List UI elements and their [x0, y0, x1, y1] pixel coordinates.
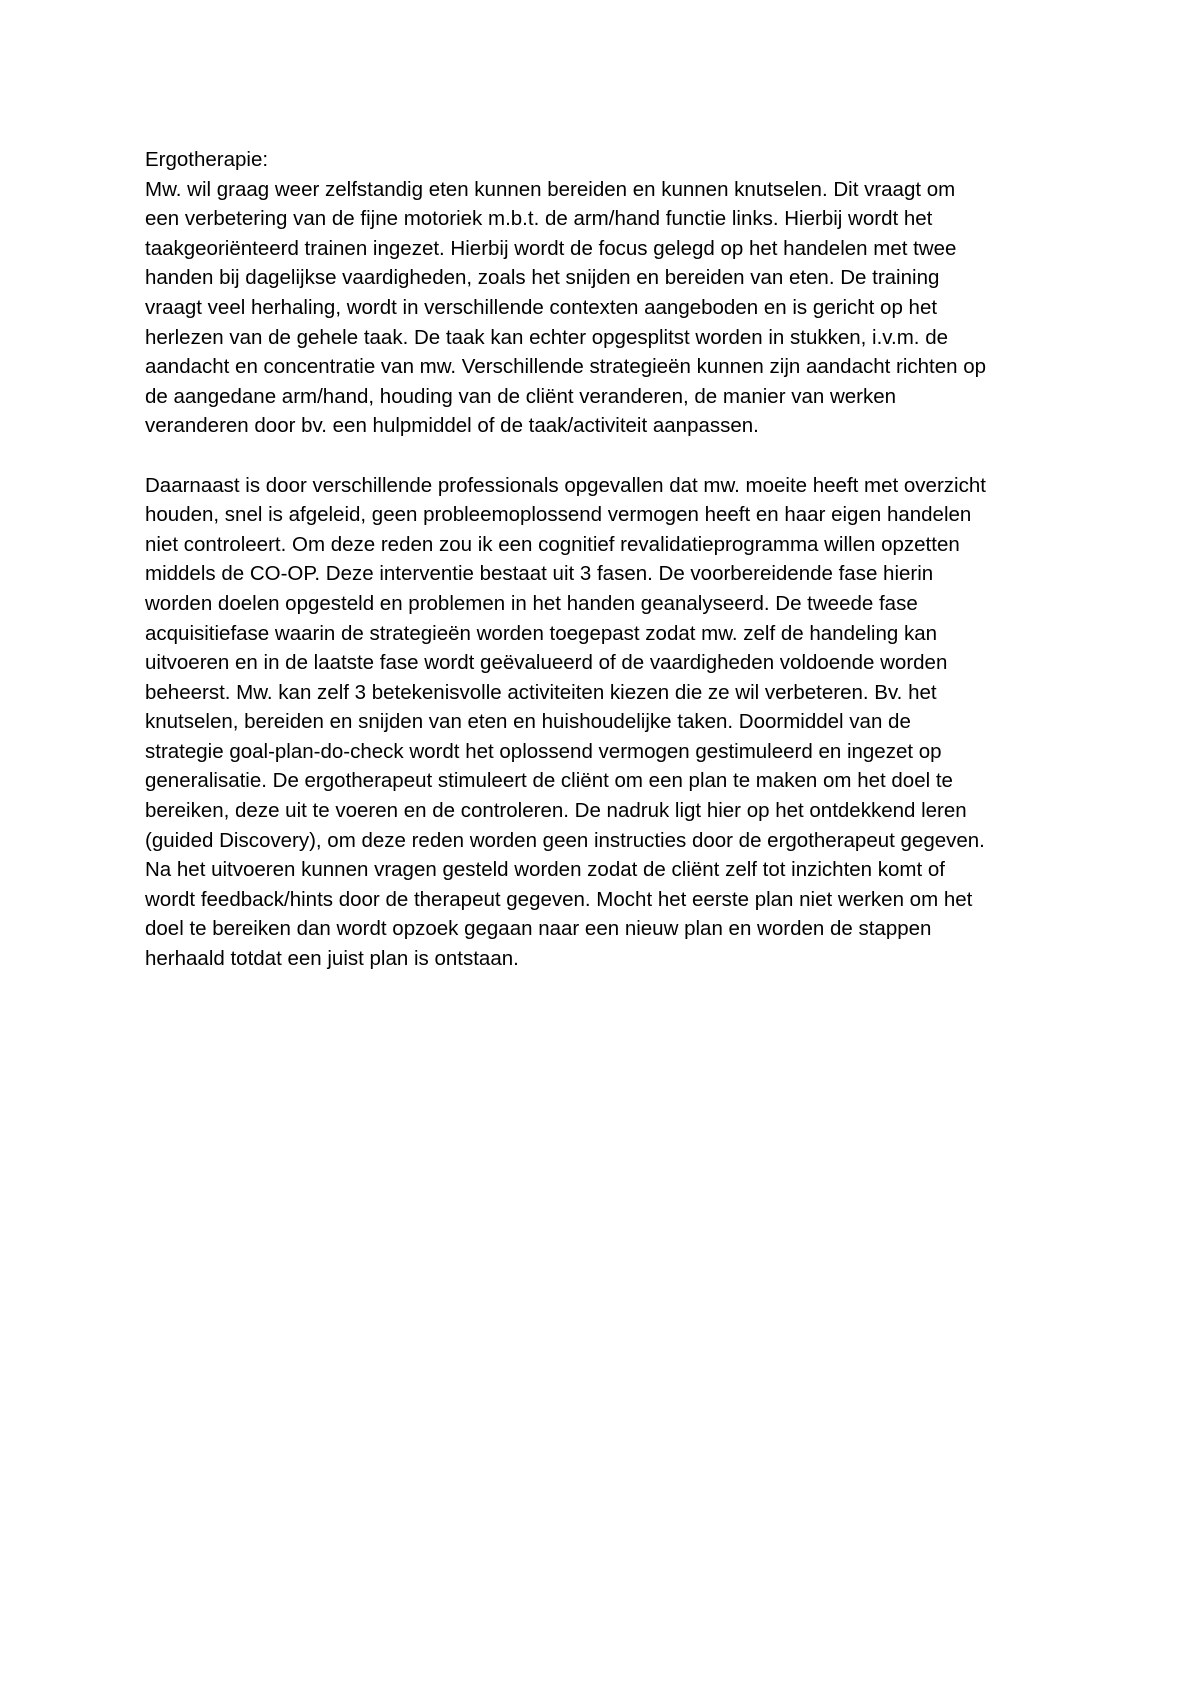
- text-line: doel te bereiken dan wordt opzoek gegaan naar een nieuw plan en worden de stappen: [145, 917, 932, 941]
- paragraph-spacer: [145, 441, 1075, 471]
- text-line: een verbetering van de fijne motoriek m.b.t. de arm/hand functie links. Hierbij wordt het: [145, 207, 933, 231]
- text-line: bereiken, deze uit te voeren en de controleren. De nadruk ligt hier op het ontdekkend leren: [145, 799, 967, 823]
- paragraph-1: [145, 175, 1075, 441]
- text-line: acquisitiefase waarin de strategieën worden toegepast zodat mw. zelf de handeling kan: [145, 621, 938, 645]
- text-line: handen bij dagelijkse vaardigheden, zoals het snijden en bereiden van eten. De training: [145, 266, 940, 290]
- text-line: vraagt veel herhaling, wordt in verschillende contexten aangeboden en is gericht op het: [145, 295, 938, 319]
- text-line: taakgeoriënteerd trainen ingezet. Hierbij wordt de focus gelegd op het handelen met twee: [145, 236, 957, 260]
- document-body: [145, 145, 1075, 974]
- text-line: aandacht en concentratie van mw. Verschillende strategieën kunnen zijn aandacht richten op: [145, 355, 987, 379]
- text-line: herlezen van de gehele taak. De taak kan echter opgesplitst worden in stukken, i.v.m. de: [145, 325, 949, 349]
- text-line: Daarnaast is door verschillende professionals opgevallen dat mw. moeite heeft met overzicht: [145, 473, 986, 497]
- text-line: de aangedane arm/hand, houding van de cliënt veranderen, de manier van werken: [145, 384, 897, 408]
- text-line: Mw. wil graag weer zelfstandig eten kunnen bereiden en kunnen knutselen. Dit vraagt om: [145, 177, 956, 201]
- text-line: houden, snel is afgeleid, geen probleemoplossend vermogen heeft en haar eigen handelen: [145, 503, 972, 527]
- text-line: uitvoeren en in de laatste fase wordt geëvalueerd of de vaardigheden voldoende worden: [145, 651, 948, 675]
- text-line: worden doelen opgesteld en problemen in het handen geanalyseerd. De tweede fase: [145, 591, 918, 615]
- text-line: niet controleert. Om deze reden zou ik een cognitief revalidatieprogramma willen opzetten: [145, 532, 960, 556]
- text-line: beheerst. Mw. kan zelf 3 betekenisvolle activiteiten kiezen die ze wil verbeteren. Bv. het: [145, 680, 937, 704]
- text-line: strategie goal-plan-do-check wordt het oplossend vermogen gestimuleerd en ingezet op: [145, 739, 942, 763]
- text-line: veranderen door bv. een hulpmiddel of de taak/activiteit aanpassen.: [145, 414, 759, 438]
- text-line: Na het uitvoeren kunnen vragen gesteld worden zodat de cliënt zelf tot inzichten komt of: [145, 858, 945, 882]
- document-heading: Ergotherapie:: [145, 148, 269, 171]
- paragraph-2: [145, 471, 1075, 974]
- text-line: herhaald totdat een juist plan is ontstaan.: [145, 947, 519, 971]
- text-line: knutselen, bereiden en snijden van eten en huishoudelijke taken. Doormiddel van de: [145, 710, 911, 734]
- text-line: generalisatie. De ergotherapeut stimuleert de cliënt om een plan te maken om het doel te: [145, 769, 953, 793]
- text-line: (guided Discovery), om deze reden worden geen instructies door de ergotherapeut gegeven.: [145, 828, 985, 852]
- text-line: middels de CO-OP. Deze interventie bestaat uit 3 fasen. De voorbereidende fase hierin: [145, 562, 934, 586]
- text-line: wordt feedback/hints door de therapeut gegeven. Mocht het eerste plan niet werken om het: [145, 887, 973, 911]
